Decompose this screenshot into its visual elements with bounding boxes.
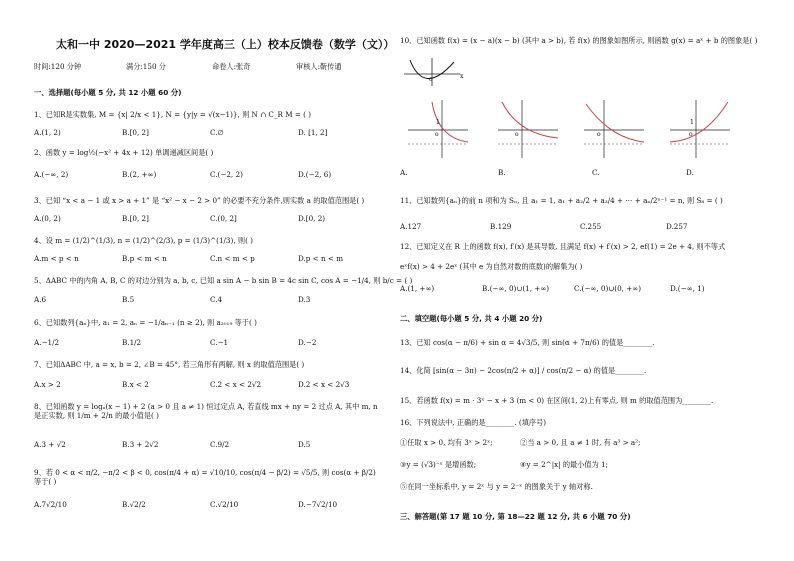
q2-option-d: D.(−2, 6) bbox=[298, 170, 332, 179]
q9-option-a: A.7√2/10 bbox=[34, 500, 67, 509]
q1-stem: 1、已知R是实数集, M = {x| 2/x < 1}, N = {y|y = √(x−1)}, 则 N ∩ C_R M = ( ) bbox=[34, 110, 312, 119]
q2-option-c: C.(−2, 2) bbox=[210, 170, 243, 179]
q16-stem: 16、下列说法中, 正确的是________. (填序号) bbox=[400, 418, 547, 427]
q14-stem: 14、化简 [sin(α − 3π) − 2cos(π/2 + α)] / cos(π/2 − α) 的值是________. bbox=[400, 366, 647, 375]
q10-fx-graph bbox=[404, 56, 464, 86]
q16-item-5: ⑤在同一坐标系中, y = 2ˣ 与 y = 2⁻ˣ 的图象关于 y 轴对称. bbox=[400, 482, 593, 491]
q8-option-d: D.5 bbox=[298, 440, 311, 449]
q10-option-d: D. bbox=[686, 168, 694, 177]
q6-stem: 6、已知数列{aₙ}中, a₁ = 2, aₙ = −1/aₙ₋₁ (n ≥ 2), 则 a₂₀₁₉ 等于( ) bbox=[34, 318, 257, 327]
q3-option-a: A.(0, 2) bbox=[34, 214, 61, 223]
section2-heading: 二、填空题(每小题 5 分, 共 4 小题 20 分) bbox=[400, 314, 543, 323]
q11-option-c: C.255 bbox=[580, 222, 602, 231]
q16-item-4: ④y = 2^|x| 的最小值为 1; bbox=[520, 460, 609, 469]
q5-option-b: B.5 bbox=[122, 295, 135, 304]
q4-option-c: C.n < m < p bbox=[210, 254, 255, 263]
q10-option-c: C. bbox=[592, 168, 600, 177]
meta-score: 满分:150 分 bbox=[126, 62, 166, 71]
q10-d-origin-label: o bbox=[689, 131, 693, 138]
q10-d-one-label: 1 bbox=[690, 119, 694, 126]
q12-option-d: D.(−∞, 1) bbox=[670, 284, 705, 293]
q1-option-b: B.[0, 2] bbox=[122, 128, 149, 137]
q6-option-c: C.−1 bbox=[210, 338, 229, 347]
q4-option-b: B.p < m < n bbox=[122, 254, 167, 263]
q7-option-a: A.x > 2 bbox=[34, 380, 61, 389]
q9-option-c: C.√2/10 bbox=[210, 500, 239, 509]
q8-option-c: C.9/2 bbox=[210, 440, 230, 449]
q10-stem: 10、已知函数 f(x) = (x − a)(x − b) (其中 a > b), 若 f(x) 的图象如图所示, 则函数 g(x) = aˣ + b 的图象是( ) bbox=[400, 36, 758, 45]
q7-option-c: C.2 < x < 2√2 bbox=[210, 380, 262, 389]
q8-stem: 8、已知函数 y = logₐ(x − 1) + 2 (a > 0 且 a ≠ 1) 恒过定点 A, 若直线 mx + ny = 2 过点 A, 其中 m, n 是正实数, 则 1/m + 2/n 的最小值是( ) bbox=[34, 402, 378, 420]
q5-stem: 5、ΔABC 中的内角 A, B, C 的对边分别为 a, b, c, 已知 a sin A − b sin B = 4c sin C, cos A = −1/4, 则 b/c = ( ) bbox=[34, 276, 413, 285]
q16-item-2: ②当 a > 0, 且 a ≠ 1 时, 有 a³ > a²; bbox=[520, 438, 641, 447]
q11-option-a: A.127 bbox=[400, 222, 422, 231]
q5-option-a: A.6 bbox=[34, 295, 47, 304]
q10-c-origin-label: o bbox=[597, 131, 601, 138]
q3-option-d: D.[0, 2) bbox=[298, 214, 326, 223]
q11-option-d: D.257 bbox=[666, 222, 688, 231]
q1-option-d: D. [1, 2] bbox=[298, 128, 328, 137]
section1-heading: 一、选择题(每小题 5 分, 共 12 小题 60 分) bbox=[34, 88, 182, 97]
q9-stem: 9、若 0 < α < π/2, −π/2 < β < 0, cos(π/4 + α) = √10/10, cos(π/4 − β/2) = √5/5, 则 cos(α + β/2) 等于( ) bbox=[34, 468, 376, 486]
q5-option-d: D.3 bbox=[298, 295, 311, 304]
q7-option-b: B.x < 2 bbox=[122, 380, 149, 389]
q3-stem: 3、已知 “x < a − 1 或 x > a + 1” 是 “x² − x − 2 > 0” 的必要不充分条件,则实数 a 的取值范围是( ) bbox=[34, 196, 365, 205]
q2-option-a: A.(−∞, 2) bbox=[34, 170, 69, 179]
q13-stem: 13、已知 cos(α − π/6) + sin α = 4√3/5, 则 sin(α + 7π/6) 的值是________. bbox=[400, 338, 655, 347]
q10-option-a-graph bbox=[408, 98, 470, 160]
q3-option-c: C.(0, 2] bbox=[210, 214, 237, 223]
q16-item-1: ①任取 x > 0, 均有 3ˣ > 2ˣ; bbox=[400, 438, 493, 447]
q2-stem: 2、函数 y = log½(−x² + 4x + 12) 单调递减区间是( ) bbox=[34, 148, 214, 157]
q12-stem-2: eˣf(x) > 4 + 2eˣ (其中 e 为自然对数的底数)的解集为( ) bbox=[400, 262, 583, 271]
q5-option-c: C.4 bbox=[210, 295, 223, 304]
q11-stem: 11、已知数列{aₙ}的前 n 项和为 Sₙ, 且 a₁ = 1, a₁ + a₂/2 + a₃/4 + ⋯ + aₙ/2ⁿ⁻¹ = n, 则 S₈ = ( ) bbox=[400, 196, 723, 205]
q10-fx-origin-label: o bbox=[429, 76, 433, 83]
q12-option-a: A.(1, +∞) bbox=[400, 284, 435, 293]
q12-option-b: B.(−∞, 0)∪(1, +∞) bbox=[482, 284, 550, 293]
q10-a-one-label: 1 bbox=[436, 119, 440, 126]
q12-option-c: C.(−∞, 0)∪(0, +∞) bbox=[574, 284, 642, 293]
q8-option-a: A.3 + √2 bbox=[34, 440, 66, 449]
q10-fx-x-label: x bbox=[460, 73, 464, 80]
q7-stem: 7、已知ΔABC 中, a = x, b = 2, ∠B = 45°, 若三角形有两解, 则 x 的取值范围是( ) bbox=[34, 360, 305, 369]
q16-item-3: ③y = (√3)⁻ˣ 是增函数; bbox=[400, 460, 477, 469]
q15-stem: 15、若函数 f(x) = m · 3ˣ − x + 3 (m < 0) 在区间(1, 2)上有零点, 则 m 的取值范围为________. bbox=[400, 396, 714, 405]
q6-option-d: D.−2 bbox=[298, 338, 317, 347]
q1-option-a: A.(1, 2) bbox=[34, 128, 61, 137]
q4-stem: 4、设 m = (1/2)^(1/3), n = (1/2)^(2/3), p = (1/3)^(1/3), 则( ) bbox=[34, 236, 253, 245]
q10-option-b-graph bbox=[498, 98, 560, 160]
q2-option-b: B.(2, +∞) bbox=[122, 170, 157, 179]
q10-option-b: B. bbox=[498, 168, 506, 177]
q10-option-a: A. bbox=[400, 168, 408, 177]
q10-b-origin-label: o bbox=[515, 131, 519, 138]
q12-stem: 12、已知定义在 R 上的函数 f(x), f′(x) 是其导数, 且满足 f(x) + f′(x) > 2, ef(1) = 2e + 4, 则不等式 bbox=[400, 242, 726, 251]
q7-option-d: D.2 < x < 2√3 bbox=[298, 380, 350, 389]
meta-author: 命卷人:张奇 bbox=[212, 62, 251, 71]
q4-option-a: A.m < p < n bbox=[34, 254, 79, 263]
q10-option-c-graph bbox=[584, 98, 646, 160]
q9-option-b: B.√2/2 bbox=[122, 500, 146, 509]
meta-time: 时间:120 分钟 bbox=[34, 62, 82, 71]
q6-option-b: B.1/2 bbox=[122, 338, 142, 347]
meta-reviewer: 审核人:靳传通 bbox=[296, 62, 342, 71]
section3-heading: 三、解答题(第 17 题 10 分, 第 18—22 题 12 分, 共 6 小题 70 分) bbox=[400, 512, 631, 521]
q4-option-d: D.p < n < m bbox=[298, 254, 344, 263]
q9-option-d: D.−7√2/10 bbox=[298, 500, 338, 509]
q3-option-b: B.[0, 2] bbox=[122, 214, 149, 223]
q10-option-d-graph bbox=[670, 98, 732, 160]
q8-option-b: B.3 + 2√2 bbox=[122, 440, 159, 449]
q1-option-c: C.∅ bbox=[210, 128, 224, 137]
q6-option-a: A.−1/2 bbox=[34, 338, 60, 347]
q11-option-b: B.129 bbox=[490, 222, 512, 231]
q10-a-origin-label: o bbox=[435, 131, 439, 138]
exam-title: 太和一中 2020—2021 学年度高三（上）校本反馈卷（数学（文）） bbox=[56, 38, 395, 51]
